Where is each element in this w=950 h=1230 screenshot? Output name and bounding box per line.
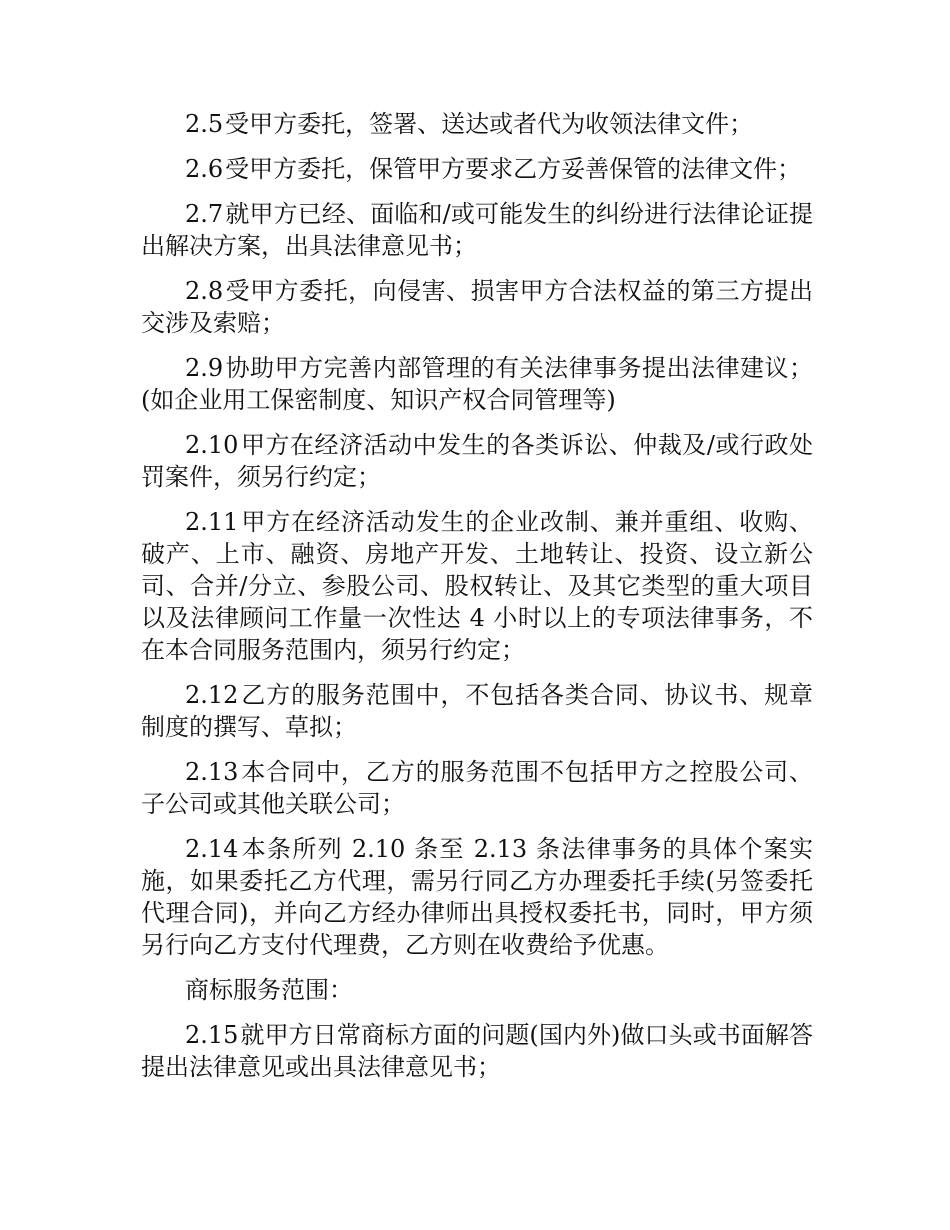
clause-number: 2.8: [185, 277, 224, 305]
clause-number: 2.5: [185, 110, 224, 138]
clause-text: 受甲方委托，保管甲方要求乙方妥善保管的法律文件；: [225, 155, 802, 183]
clause-number: 2.10: [185, 431, 239, 459]
clause-number: 2.15: [185, 1021, 239, 1049]
document-body: [141, 108, 813, 1096]
clause-2-12: [141, 679, 813, 743]
clause-text: 本条所列 2.10 条至 2.13 条法律事务的具体个案实施，如果委托乙方代理，需另行同乙方办理委托手续(另签委托代理合同)，并向乙方经办律师出具授权委托书，同时，甲方须另行向乙方支付代理费，乙方则在收费给予优惠。: [141, 835, 813, 959]
clause-number: 2.12: [185, 681, 239, 709]
clause-text: 协助甲方完善内部管理的有关法律事务提出法律建议；(如企业用工保密制度、知识产权合同管理等): [141, 354, 813, 414]
clause-2-6: [141, 153, 813, 185]
clause-2-11: [141, 506, 813, 666]
clause-text: 甲方在经济活动发生的企业改制、兼并重组、收购、破产、上市、融资、房地产开发、土地转让、投资、设立新公司、合并/分立、参股公司、股权转让、及其它类型的重大项目以及法律顾问工作量一次性达 4 小时以上的专项法律事务，不在本合同服务范围内，须另行约定；: [141, 508, 813, 664]
clause-2-8: [141, 275, 813, 339]
clause-text: 受甲方委托，签署、送达或者代为收领法律文件；: [225, 110, 754, 138]
clause-number: 2.11: [185, 508, 239, 536]
clause-2-10: [141, 429, 813, 493]
clause-text: 本合同中，乙方的服务范围不包括甲方之控股公司、子公司或其他关联公司；: [141, 758, 813, 818]
clause-text: 就甲方日常商标方面的问题(国内外)做口头或书面解答提出法律意见或出具法律意见书；: [141, 1021, 813, 1081]
clause-2-5: [141, 108, 813, 140]
clause-number: 2.7: [185, 200, 224, 228]
clause-number: 2.13: [185, 758, 239, 786]
clause-text: 乙方的服务范围中，不包括各类合同、协议书、规章制度的撰写、草拟；: [141, 681, 813, 741]
clause-2-13: [141, 756, 813, 820]
clause-number: 2.14: [185, 835, 239, 863]
clause-number: 2.9: [185, 354, 224, 382]
clause-2-15: [141, 1019, 813, 1083]
clause-text: 就甲方已经、面临和/或可能发生的纠纷进行法律论证提出解决方案，出具法律意见书；: [141, 200, 813, 260]
clause-text: 受甲方委托，向侵害、损害甲方合法权益的第三方提出交涉及索赔；: [141, 277, 813, 337]
section-heading-text: 商标服务范围：: [185, 976, 353, 1004]
clause-number: 2.6: [185, 155, 224, 183]
clause-text: 甲方在经济活动中发生的各类诉讼、仲裁及/或行政处罚案件，须另行约定；: [141, 431, 813, 491]
clause-2-14: [141, 833, 813, 961]
section-heading-trademark: [141, 974, 813, 1006]
clause-2-7: [141, 198, 813, 262]
clause-2-9: [141, 352, 813, 416]
